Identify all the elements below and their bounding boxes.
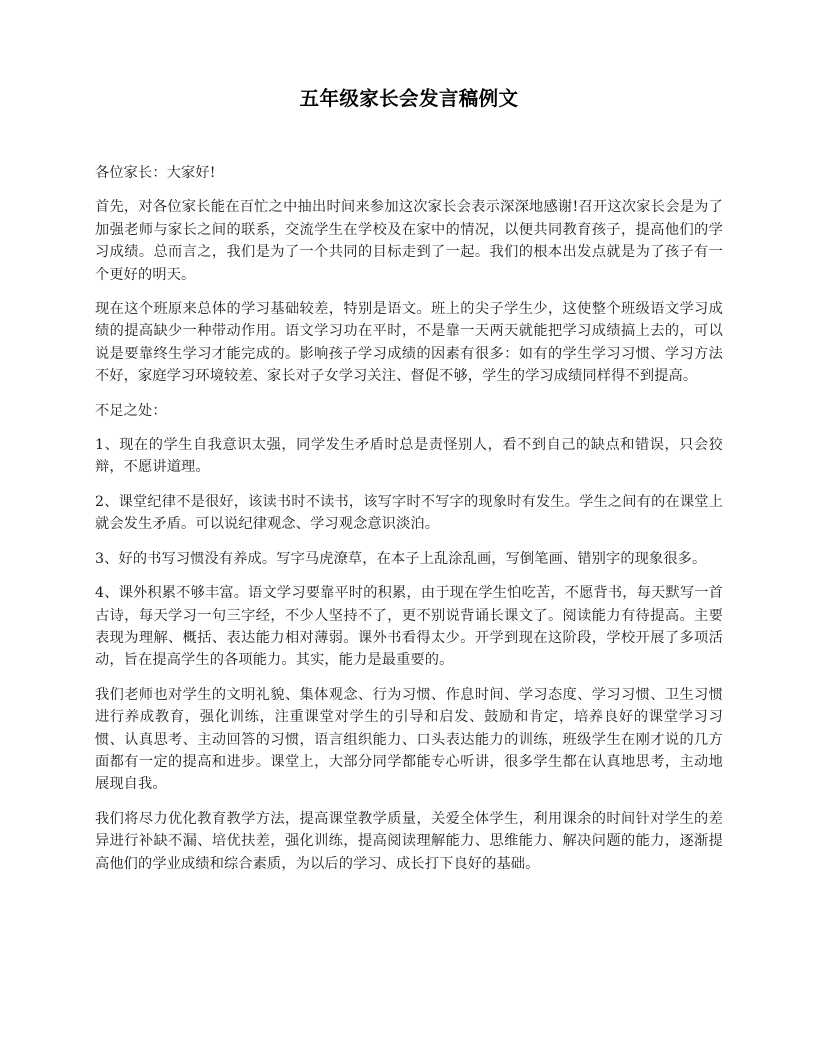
- salutation-line: 各位家长：大家好!: [95, 165, 216, 181]
- list-item: 1、现在的学生自我意识太强，同学发生矛盾时总是责怪别人，看不到自己的缺点和错误，只会狡辩，不愿讲道理。: [95, 437, 723, 476]
- page-title: 五年级家长会发言稿例文: [299, 87, 519, 110]
- title-spacer: [95, 112, 723, 162]
- paragraph-list: [95, 162, 723, 875]
- body-paragraph: 我们老师也对学生的文明礼貌、集体观念、行为习惯、作息时间、学习态度、学习习惯、卫生习惯进行养成教育，强化训练，注重课堂对学生的引导和启发、鼓励和肯定，培养良好的课堂学习习惯、认真思考、主动回答的习惯，语言组织能力、口头表达能力的训练，班级学生在刚才说的几方面都有一定的提高和进步。课堂上，大部分同学都能专心听讲，很多学生都在认真地思考，主动地展现自我。: [95, 686, 723, 793]
- body-paragraph: 我们将尽力优化教育教学方法，提高课堂教学质量，关爱全体学生，利用课余的时间针对学生的差异进行补缺不漏、培优扶差，强化训练，提高阅读理解能力、思维能力、解决问题的能力，逐渐提高他们的学业成绩和综合素质，为以后的学习、成长打下良好的基础。: [95, 810, 723, 872]
- body-paragraph: 现在这个班原来总体的学习基础较差，特别是语文。班上的尖子学生少，这使整个班级语文学习成绩的提高缺少一种带动作用。语文学习功在平时，不是靠一天两天就能把学习成绩搞上去的，可以说是要靠终生学习才能完成的。影响孩子学习成绩的因素有很多：如有的学生学习习惯、学习方法不好，家庭学习环境较差、家长对子女学习关注、督促不够，学生的学习成绩同样得不到提高。: [95, 301, 723, 385]
- body-paragraph: 首先，对各位家长能在百忙之中抽出时间来参加这次家长会表示深深地感谢!召开这次家长会是为了加强老师与家长之间的联系，交流学生在学校及在家中的情况，以便共同教育孩子，提高他们的学习成绩。总而言之，我们是为了一个共同的目标走到了一起。我们的根本出发点就是为了孩子有一个更好的明天。: [95, 199, 723, 283]
- document-body: [95, 86, 723, 875]
- section-heading: 不足之处：: [95, 402, 167, 419]
- list-item: 3、好的书写习惯没有养成。写字马虎潦草，在本子上乱涂乱画，写倒笔画、错别字的现象很多。: [95, 550, 707, 567]
- list-item: 2、课堂纪律不是很好，该读书时不读书，该写字时不写字的现象时有发生。学生之间有的在课堂上就会发生矛盾。可以说纪律观念、学习观念意识淡泊。: [95, 493, 723, 533]
- list-item: 4、课外积累不够丰富。语文学习要靠平时的积累，由于现在学生怕吃苦，不愿背书，每天默写一首古诗，每天学习一句三字经，不少人坚持不了，更不别说背诵长课文了。阅读能力有待提高。主要表现为理解、概括、表达能力相对薄弱。课外书看得太少。开学到现在这阶段，学校开展了多项活动，旨在提高学生的各项能力。其实，能力是最重要的。: [95, 585, 723, 669]
